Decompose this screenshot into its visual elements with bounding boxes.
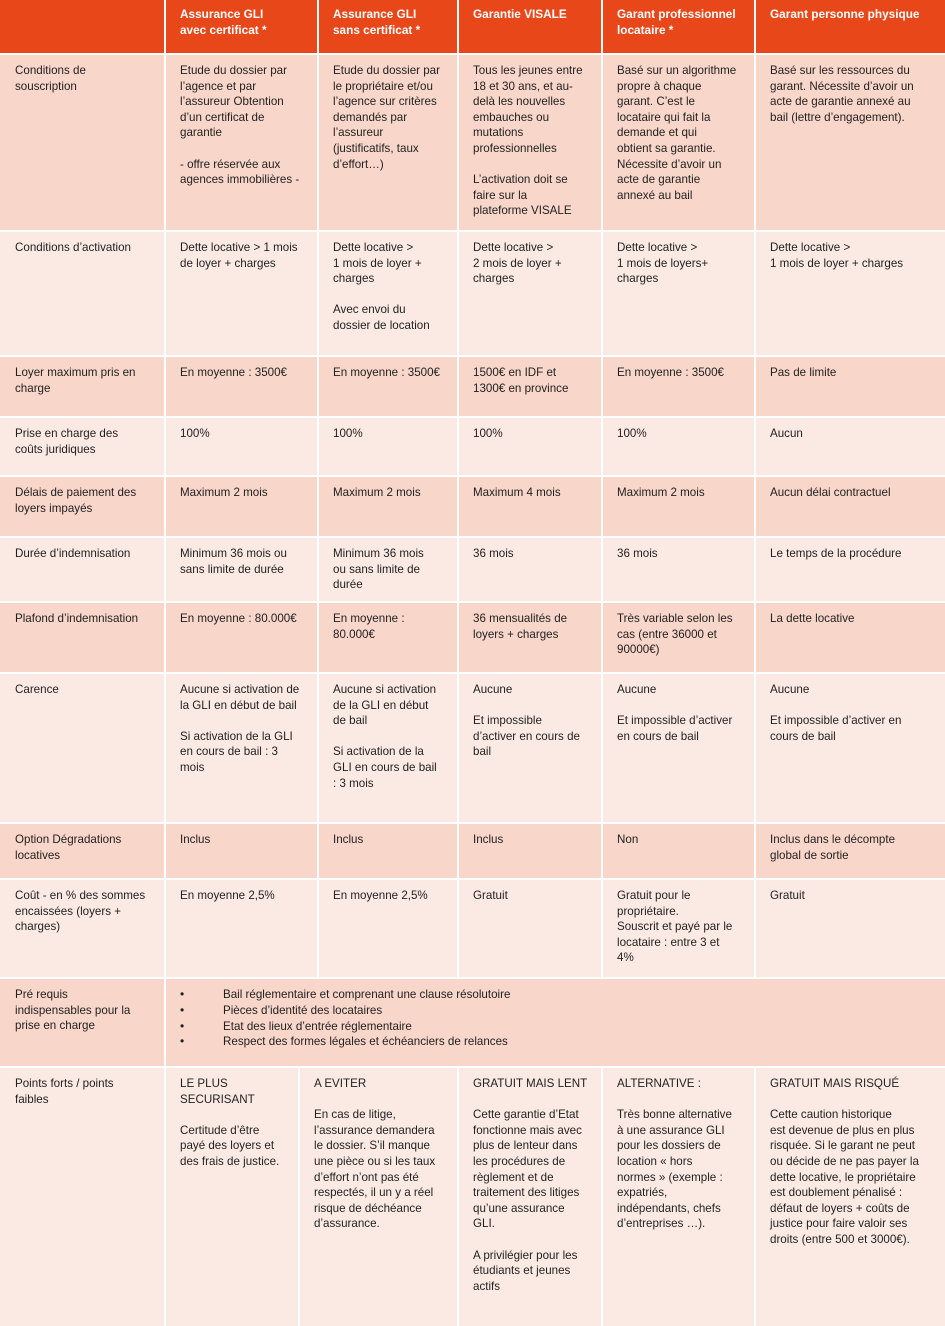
point-visale-text: GRATUIT MAIS LENT Cette garantie d’Etat fonctionne mais avec plus de lenteur dans les procédures de règlement et de traitement des litiges qu’une assurance GLI. A privilégier pour les étudiants et jeunes actifs (473, 1077, 588, 1293)
header-professional-guarantor (603, 0, 754, 53)
cell-visale (459, 824, 601, 878)
cell-gli-with-certificate (166, 357, 317, 416)
cell-gli-with-certificate-text: 100% (180, 427, 210, 440)
cell-gli-with-certificate (166, 538, 317, 601)
cell-visale (459, 674, 601, 822)
point-gli-with-certificate (166, 1068, 298, 1326)
header-row-label (0, 0, 164, 53)
row-label (0, 477, 164, 536)
row-label-text: Plafond d’indemnisation (15, 612, 139, 625)
cell-gli-without-certificate (319, 880, 457, 977)
row-label (0, 674, 164, 822)
cell-visale-text: Dette locative > 2 mois de loyer + charges (473, 241, 562, 286)
cell-physical-guarantor (756, 824, 945, 878)
row-label-text: Carence (15, 683, 59, 696)
cell-professional-guarantor-text: En moyenne : 3500€ (617, 366, 724, 379)
cell-physical-guarantor-text: Aucun délai contractuel (770, 486, 891, 499)
cell-physical-guarantor-text: Aucun (770, 427, 803, 440)
cell-gli-without-certificate-text: Minimum 36 mois ou sans limite de durée (333, 547, 424, 592)
cell-gli-with-certificate-text: Minimum 36 mois ou sans limite de durée (180, 547, 287, 576)
cell-gli-with-certificate (166, 477, 317, 536)
list-item: • Pièces d’identité des locataires (180, 1003, 945, 1019)
prerequis-list-cell (166, 979, 945, 1066)
cell-gli-with-certificate (166, 824, 317, 878)
header-professional-guarantor-text: Garant professionnel locataire * (617, 7, 736, 37)
cell-professional-guarantor (603, 674, 754, 822)
header-gli-without-certificate-text: Assurance GLI sans certificat * (333, 7, 421, 37)
cell-gli-with-certificate (166, 232, 317, 355)
cell-physical-guarantor (756, 357, 945, 416)
cell-visale-text: Aucune Et impossible d’activer en cours de bail (473, 683, 580, 759)
cell-professional-guarantor-text: Aucune Et impossible d’activer en cours de bail (617, 683, 733, 743)
cell-visale (459, 880, 601, 977)
cell-physical-guarantor (756, 880, 945, 977)
row-label (0, 880, 164, 977)
cell-gli-without-certificate (319, 418, 457, 475)
cell-gli-with-certificate (166, 880, 317, 977)
cell-visale-text: 36 mois (473, 547, 514, 560)
row-label-text: Délais de paiement des loyers impayés (15, 486, 137, 515)
cell-visale-text: Gratuit (473, 889, 508, 902)
row-label-text: Durée d’indemnisation (15, 547, 131, 560)
point-gli-without-certificate (300, 1068, 457, 1326)
cell-gli-without-certificate (319, 477, 457, 536)
prerequis-label-text: Pré requis indispensables pour la prise en charge (15, 988, 131, 1033)
cell-professional-guarantor (603, 232, 754, 355)
cell-gli-without-certificate (319, 538, 457, 601)
cell-professional-guarantor (603, 603, 754, 672)
cell-physical-guarantor-text: Dette locative > 1 mois de loyer + charges (770, 241, 904, 270)
cell-gli-with-certificate (166, 418, 317, 475)
cell-gli-without-certificate (319, 824, 457, 878)
row-label (0, 824, 164, 878)
cell-visale (459, 603, 601, 672)
cell-visale (459, 418, 601, 475)
row-label-text: Coût - en % des sommes encaissées (loyers + charges) (15, 889, 146, 934)
cell-gli-with-certificate-text: Maximum 2 mois (180, 486, 268, 499)
cell-professional-guarantor (603, 418, 754, 475)
row-label (0, 357, 164, 416)
list-item: • Bail réglementaire et comprenant une clause résolutoire (180, 987, 945, 1003)
cell-physical-guarantor (756, 674, 945, 822)
cell-professional-guarantor (603, 55, 754, 230)
cell-professional-guarantor (603, 880, 754, 977)
cell-visale (459, 538, 601, 601)
cell-physical-guarantor-text: Le temps de la procédure (770, 547, 902, 560)
cell-physical-guarantor-text: Gratuit (770, 889, 805, 902)
cell-professional-guarantor-text: Maximum 2 mois (617, 486, 705, 499)
points-label-text: Points forts / points faibles (15, 1077, 114, 1106)
cell-gli-with-certificate-text: Dette locative > 1 mois de loyer + charges (180, 241, 298, 270)
cell-visale (459, 477, 601, 536)
cell-visale (459, 232, 601, 355)
point-professional-guarantor-text: ALTERNATIVE : Très bonne alternative à une assurance GLI pour les dossiers de location « hors normes » (exemple : expatriés, indépendants, chefs d’entreprises …). (617, 1077, 732, 1231)
point-visale (459, 1068, 601, 1326)
cell-physical-guarantor (756, 418, 945, 475)
cell-visale (459, 357, 601, 416)
cell-gli-without-certificate-text: En moyenne 2,5% (333, 889, 428, 902)
cell-professional-guarantor (603, 357, 754, 416)
cell-gli-with-certificate-text: Etude du dossier par l’agence et par l’assureur Obtention d’un certificat de garantie - offre réservée aux agences immobilières - (180, 64, 300, 187)
cell-professional-guarantor-text: Gratuit pour le propriétaire. Souscrit et payé par le locataire : entre 3 et 4% (617, 889, 733, 965)
cell-professional-guarantor (603, 538, 754, 601)
cell-physical-guarantor-text: La dette locative (770, 612, 855, 625)
list-item: • Etat des lieux d’entrée réglementaire (180, 1019, 945, 1035)
cell-gli-without-certificate (319, 55, 457, 230)
header-physical-guarantor-text: Garant personne physique (770, 7, 920, 21)
cell-gli-without-certificate-text: En moyenne : 80.000€ (333, 612, 405, 641)
point-physical-guarantor (756, 1068, 945, 1326)
row-label (0, 603, 164, 672)
cell-gli-with-certificate-text: En moyenne : 3500€ (180, 366, 287, 379)
cell-gli-with-certificate-text: Aucune si activation de la GLI en début de bail Si activation de la GLI en cours de bail : 3 mois (180, 683, 300, 774)
cell-gli-without-certificate-text: Aucune si activation de la GLI en début de bail Si activation de la GLI en cours de bail : 3 mois (333, 683, 437, 790)
cell-physical-guarantor (756, 232, 945, 355)
cell-visale-text: Inclus (473, 833, 504, 846)
header-gli-with-certificate-text: Assurance GLI avec certificat * (180, 7, 267, 37)
cell-gli-without-certificate-text: 100% (333, 427, 363, 440)
cell-gli-with-certificate-text: En moyenne : 80.000€ (180, 612, 297, 625)
row-label (0, 55, 164, 230)
cell-gli-with-certificate-text: Inclus (180, 833, 211, 846)
cell-visale-text: Maximum 4 mois (473, 486, 561, 499)
row-label-text: Loyer maximum pris en charge (15, 366, 136, 395)
row-label (0, 418, 164, 475)
row-label (0, 232, 164, 355)
cell-visale-text: 36 mensualités de loyers + charges (473, 612, 568, 641)
header-visale-text: Garantie VISALE (473, 7, 567, 21)
cell-physical-guarantor (756, 55, 945, 230)
point-professional-guarantor (603, 1068, 754, 1326)
cell-visale-text: 1500€ en IDF et 1300€ en province (473, 366, 569, 395)
header-visale (459, 0, 601, 53)
cell-gli-without-certificate (319, 603, 457, 672)
cell-physical-guarantor-text: Inclus dans le décompte global de sortie (770, 833, 896, 862)
row-label-text: Option Dégradations locatives (15, 833, 122, 862)
point-gli-without-certificate-text: A EVITER En cas de litige, l’assurance demandera le dossier. S’il manque une pièce ou si les taux d’effort n’ont pas été respectés, il un y a réel risque de déchéance d’assurance. (314, 1077, 436, 1231)
cell-gli-without-certificate (319, 232, 457, 355)
cell-gli-without-certificate (319, 357, 457, 416)
cell-professional-guarantor-text: 100% (617, 427, 647, 440)
cell-gli-without-certificate-text: En moyenne : 3500€ (333, 366, 440, 379)
header-physical-guarantor (756, 0, 945, 53)
cell-visale-text: 100% (473, 427, 503, 440)
cell-physical-guarantor-text: Aucune Et impossible d’activer en cours de bail (770, 683, 902, 743)
cell-physical-guarantor (756, 538, 945, 601)
cell-gli-with-certificate (166, 674, 317, 822)
cell-gli-without-certificate-text: Etude du dossier par le propriétaire et/ou l’agence sur critères demandés par l’assureur (justificatifs, taux d’effort…) (333, 64, 440, 171)
cell-gli-without-certificate-text: Inclus (333, 833, 364, 846)
point-gli-with-certificate-text: LE PLUS SECURISANT Certitude d’être payé des loyers et des frais de justice. (180, 1077, 280, 1168)
row-label-text: Conditions d’activation (15, 241, 132, 254)
cell-visale-text: Tous les jeunes entre 18 et 30 ans, et au- delà les nouvelles embauches ou mutations professionnelles L’activation doit se faire sur la plateforme VISALE (473, 64, 583, 218)
row-label-text: Conditions de souscription (15, 64, 86, 93)
cell-professional-guarantor-text: Dette locative > 1 mois de loyers+ charges (617, 241, 709, 286)
header-gli-with-certificate (166, 0, 317, 53)
point-physical-guarantor-text: GRATUIT MAIS RISQUÉ Cette caution historique est devenue de plus en plus risquée. Si le garant ne peut ou décide de ne pas payer la dette locative, le propriétaire est doublement pénalisé : défaut de loyers + coûts de justice pour faire valoir ses droits (entre 500 et 3000€). (770, 1077, 919, 1246)
cell-gli-with-certificate-text: En moyenne 2,5% (180, 889, 275, 902)
header-gli-without-certificate (319, 0, 457, 53)
cell-gli-with-certificate (166, 603, 317, 672)
cell-professional-guarantor-text: 36 mois (617, 547, 658, 560)
cell-physical-guarantor (756, 603, 945, 672)
prerequis-list (180, 987, 945, 1050)
cell-gli-without-certificate (319, 674, 457, 822)
cell-gli-without-certificate-text: Dette locative > 1 mois de loyer + charges Avec envoi du dossier de location (333, 241, 430, 332)
cell-professional-guarantor (603, 477, 754, 536)
cell-physical-guarantor-text: Basé sur les ressources du garant. Nécessite d’avoir un acte de garantie annexé au bail (lettre d’engagement). (770, 64, 914, 124)
list-item: • Respect des formes légales et échéanciers de relances (180, 1034, 945, 1050)
cell-physical-guarantor (756, 477, 945, 536)
cell-professional-guarantor-text: Non (617, 833, 639, 846)
row-label-text: Prise en charge des coûts juridiques (15, 427, 119, 456)
cell-physical-guarantor-text: Pas de limite (770, 366, 837, 379)
prerequis-label (0, 979, 164, 1066)
cell-gli-with-certificate (166, 55, 317, 230)
cell-visale (459, 55, 601, 230)
points-label (0, 1068, 164, 1326)
cell-professional-guarantor-text: Très variable selon les cas (entre 36000 et 90000€) (617, 612, 733, 657)
row-label (0, 538, 164, 601)
cell-professional-guarantor (603, 824, 754, 878)
cell-gli-without-certificate-text: Maximum 2 mois (333, 486, 421, 499)
cell-professional-guarantor-text: Basé sur un algorithme propre à chaque garant. C’est le locataire qui fait la demande et qui obtient sa garantie. Nécessite d’avoir un acte de garantie annexé au bail (617, 64, 737, 202)
